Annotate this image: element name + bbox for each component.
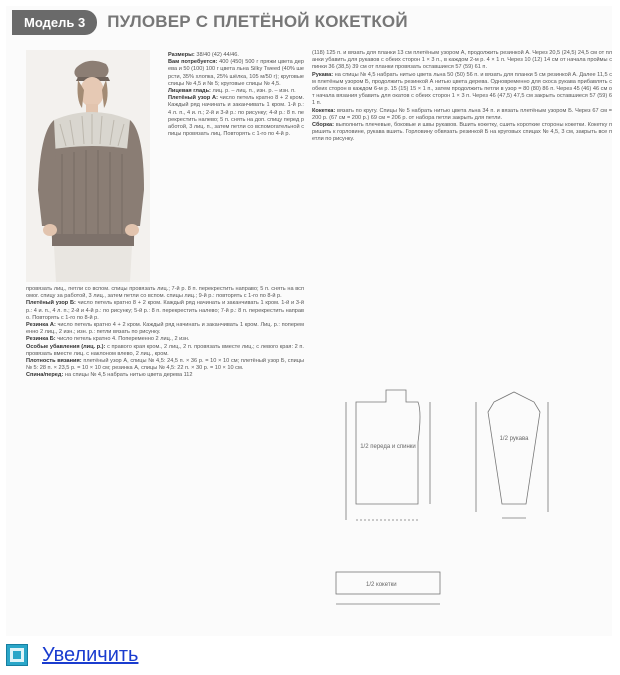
yoke-label: 1/2 кокетки xyxy=(366,582,397,588)
pattern-title: ПУЛОВЕР С ПЛЕТЁНОЙ КОКЕТКОЙ xyxy=(107,12,408,31)
zoom-footer xyxy=(6,640,138,670)
pattern-header xyxy=(12,8,408,36)
model-photo xyxy=(26,50,150,282)
model-badge: Модель 3 xyxy=(12,10,97,35)
sleeve-label: 1/2 рукава xyxy=(499,436,529,442)
pattern-page xyxy=(6,6,612,636)
front-back-label: 1/2 переда и спинки xyxy=(360,444,416,450)
pattern-schematics xyxy=(326,372,612,624)
image-zoom-icon[interactable] xyxy=(6,644,28,666)
instructions-column-a: Размеры: 38/40 (42) 44/46. Вам потребуется: 400 (450) 500 г пряжи цвета дерева и 50 (100) 100 г цвета льна Silky Tweed (40% шерсти, 35% хлопка, 25% шёлка, 105 м/50 г); круговые спицы № 4,5 и № 5; круговые спицы № 4,5. Лицевая гладь: лиц. р. – лиц. п., изн. р. – изн. п. Плетёный узор А: число петель кратно 8 + 2 кром. Каждый ряд начинать и заканчивать 1 кром. 1-й р.: 4 л. п., 4 и. п.; 2-й и 3-й р.: по рисунку; 4-й р.: 8 п. перекрестить налево; 5 п. снять на доп. спицу перед работой, 3 лиц. п., затем петли со вспомогательной спицы провязать лиц. Повторять с 1-го по 4-й р. xyxy=(168,52,304,138)
instructions-column-b: провязать лиц., петли со вспом. спицы провязать лиц.; 7-й р. 8 п. перекрестить направо; 5 п. снять на вспомог. спицу за работой, 3 лиц., затем петли со вспом. спицы лиц.; 9-й р.: повторять с 1-го по 8-й р. Плетёный узор Б: число петель кратно 8 + 2 кром. Каждый ряд начинать и заканчивать 1 кром. 1-й и 3-й р.: 4 и. п., 4 л. п.; 2-й и 4-й р.: по рисунку; 5-й р.: 8 п. перекрестить налево; 7-й р.: 8 п. перекрестить направо. Повторять с 1-го по 8-й р. Резинка А: число петель кратно 4 + 2 кром. Каждый ряд начинать и заканчивать 1 кром. Лиц. р.: попеременно 2 лиц., 2 изн.; изн. р.: петли вязать по рисунку. Резинка Б: число петель кратно 4. Попеременно 2 лиц., 2 изн. Особые убавления (лиц. р.): с правого края кром., 2 лиц., 2 п. провязать вместе лиц.; с левого края: 2 п. провязать вместе лиц. с наклоном влево, 2 лиц., кром. Плотность вязания: плетёный узор А, спицы № 4,5: 24,5 п. × 36 р. = 10 × 10 см; плетёный узор Б, спицы № 5: 28 п. × 23,5 р. = 10 × 10 см; резинка А, спицы № 4,5: 22 п. × 30 р. = 10 × 10 см. Спина/перед: на спицы № 4,5 набрать нитью цвета дерева 112 xyxy=(26,286,304,379)
instructions-column-c: (118) 125 п. и вязать для планки 13 см плетёным узором А, продолжить резинкой А. Через 20,5 (24,5) 24,5 см от планки убавить для рукавов с обеих сторон 1 × 3 п., в каждом 2-м р. 4 × 1 п. Через 10 (12) 14 см от начала проймы спинки 36 (38,5) 39 см от планки провязать оставшиеся 57 (59) 61 п. Рукава: на спицы № 4,5 набрать нитью цвета льна 50 (50) 56 п. и вязать для планки 5 см резинкой А. Далее 11,5 см плетёным узором Б, продолжить резинкой А нитью цвета дерева. Одновременно для скоса рукава прибавлять с обеих сторон в каждом 6-м р. 15 (15) 15 × 1 п., затем продолжить петли в узор = 80 (80) 86 п. Через 45 (46) 46 см от начала вязания убавить для окатов с обеих сторон 1 × 3 п. Через 46 (47,5) 47,5 см закрыть оставшиеся 57 (59) 61 п. Кокетка: вязать по кругу. Спицы № 5 набрать нитью цвета льна 34 п. и вязать плетёным узором Б. Через 67 см = 200 р. (67 см = 200 р.) 69 см = 206 р. от набора петли закрыть для петли. Сборка: выполнить плечевые, боковые и швы рукавов. Вшить кокетку, сшить короткие стороны кокетки. Кокетку пришить к горловине, рукава вшить. Горловину обвязать резинкой Б на круговых спицах № 4,5, 3 см, закрыть все петли по рисунку. xyxy=(312,50,612,143)
zoom-link[interactable]: Увеличить xyxy=(42,643,139,666)
